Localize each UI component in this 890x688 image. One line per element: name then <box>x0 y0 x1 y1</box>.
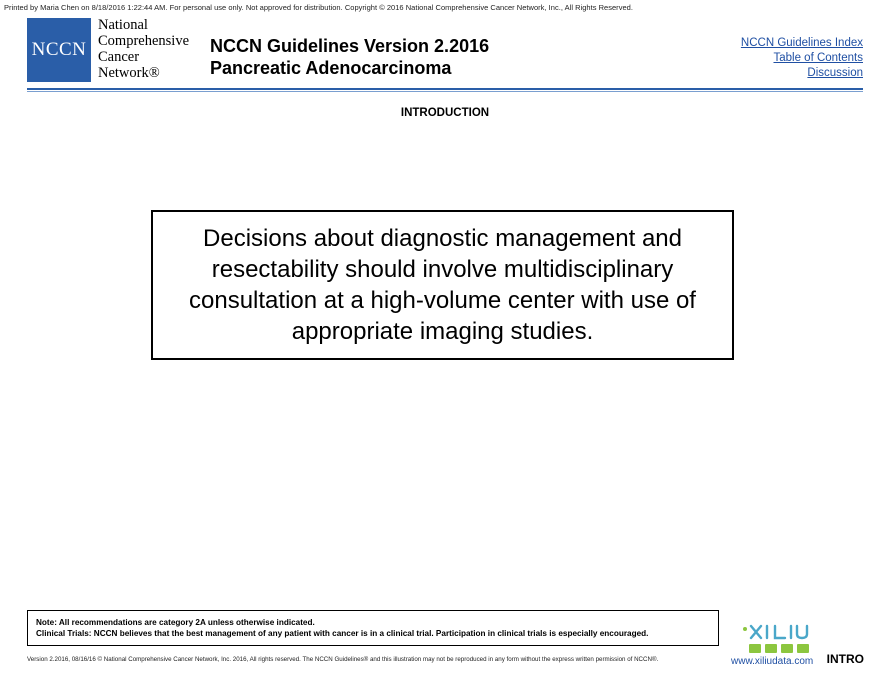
nccn-logo <box>27 18 91 82</box>
section-heading: INTRODUCTION <box>400 107 490 119</box>
page-tag: INTRO <box>826 652 864 666</box>
footer-version: Version 2.2016, 08/16/16 © National Comprehensive Cancer Network, Inc. 2016, All rights reserved. The NCCN Guidelines® and this illustration may not be reproduced in any form without the express written permission of NCCN®. <box>27 656 659 663</box>
guideline-version-title: NCCN Guidelines Version 2.2016 <box>210 36 490 56</box>
org-name-line: Comprehensive <box>98 33 190 49</box>
org-name-line: National <box>98 17 148 33</box>
guidelines-index-link[interactable]: NCCN Guidelines Index <box>740 37 863 49</box>
header-divider-thin <box>27 91 863 92</box>
watermark-url[interactable]: www.xiliudata.com <box>731 656 814 667</box>
nav-links <box>741 36 863 81</box>
note-box <box>27 610 719 646</box>
clinical-trials-note: Clinical Trials: NCCN believes that the best management of any patient with cancer is in a clinical trial. Participation in clinical trials is especially encouraged. <box>36 629 649 638</box>
discussion-link[interactable]: Discussion <box>807 67 863 79</box>
statement-text: Decisions about diagnostic management and resectability should involve multidisciplinary consultation at a high-volume center with use of appropriate imaging studies. <box>189 225 696 345</box>
org-name-line: Network® <box>98 65 160 81</box>
statement-box <box>151 210 734 360</box>
category-note: Note: All recommendations are category 2A unless otherwise indicated. <box>36 618 315 627</box>
header-divider <box>27 88 863 90</box>
table-of-contents-link[interactable]: Table of Contents <box>773 52 863 64</box>
print-notice: Printed by Maria Chen on 8/18/2016 1:22:44 AM. For personal use only. Not approved for distribution. Copyright © 2016 National Comprehensive Cancer Network, Inc., All Rights Reserved. <box>4 3 633 12</box>
guideline-topic-title: Pancreatic Adenocarcinoma <box>210 58 452 78</box>
organization-name <box>98 17 189 81</box>
guideline-title <box>210 35 489 79</box>
org-name-line: Cancer <box>98 49 140 65</box>
logo-text: NCCN <box>31 39 87 60</box>
